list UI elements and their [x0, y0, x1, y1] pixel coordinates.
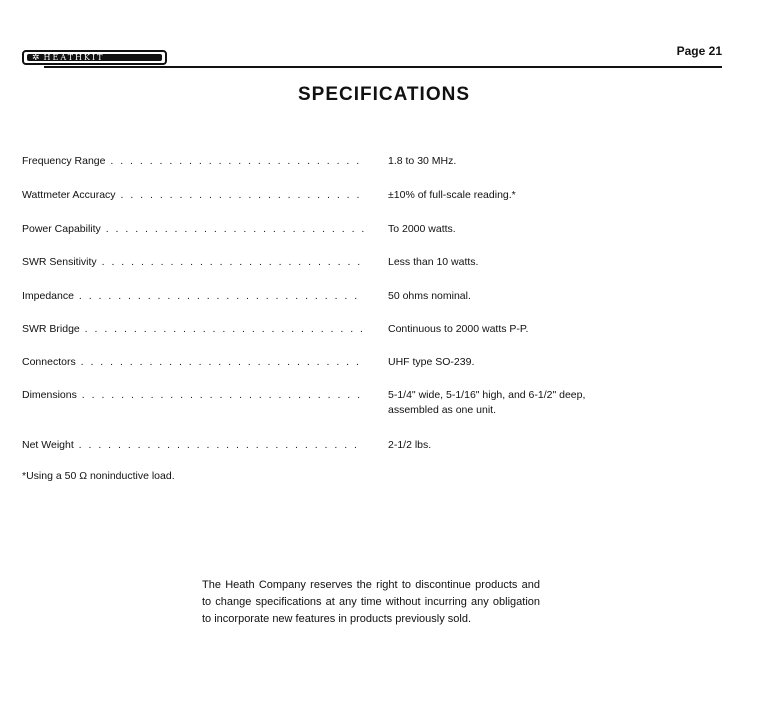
spec-label: SWR Sensitivity . . .	[22, 255, 364, 270]
header-rule	[44, 66, 722, 68]
spec-value: 1.8 to 30 MHz.	[388, 155, 457, 167]
heathkit-emblem-icon: ✲	[32, 52, 40, 62]
spec-label: Dimensions . . .	[22, 388, 364, 403]
spec-value: Less than 10 watts.	[388, 256, 479, 268]
spec-label: Net Weight . . .	[22, 438, 364, 453]
spec-label: Impedance . . .	[22, 289, 364, 304]
heathkit-logo	[22, 50, 167, 65]
footnote: *Using a 50 Ω noninductive load.	[22, 470, 175, 482]
logo-text: HEATHKIT	[43, 53, 105, 62]
spec-label: SWR Bridge . . .	[22, 322, 364, 337]
spec-value: 5-1/4" wide, 5-1/16" high, and 6-1/2" deep, assembled as one unit.	[388, 389, 586, 416]
company-notice: The Heath Company reserves the right to discontinue products and to change specifications at any time without incurring any obligation to incorporate new features in products previously sold.	[202, 579, 540, 625]
spec-value: ±10% of full-scale reading.*	[388, 189, 516, 201]
spec-label: Frequency Range . . .	[22, 154, 364, 169]
spec-value: To 2000 watts.	[388, 223, 456, 235]
spec-label: Power Capability . . .	[22, 222, 364, 237]
page-title: SPECIFICATIONS	[298, 84, 470, 105]
spec-value: 2-1/2 lbs.	[388, 439, 432, 451]
spec-value: UHF type SO-239.	[388, 356, 475, 368]
spec-value: 50 ohms nominal.	[388, 290, 471, 302]
spec-label: Wattmeter Accuracy . . .	[22, 188, 364, 203]
spec-value: Continuous to 2000 watts P-P.	[388, 323, 529, 335]
page-number: Page 21	[676, 44, 722, 58]
spec-label: Connectors . . .	[22, 355, 364, 370]
page-header	[22, 44, 722, 70]
